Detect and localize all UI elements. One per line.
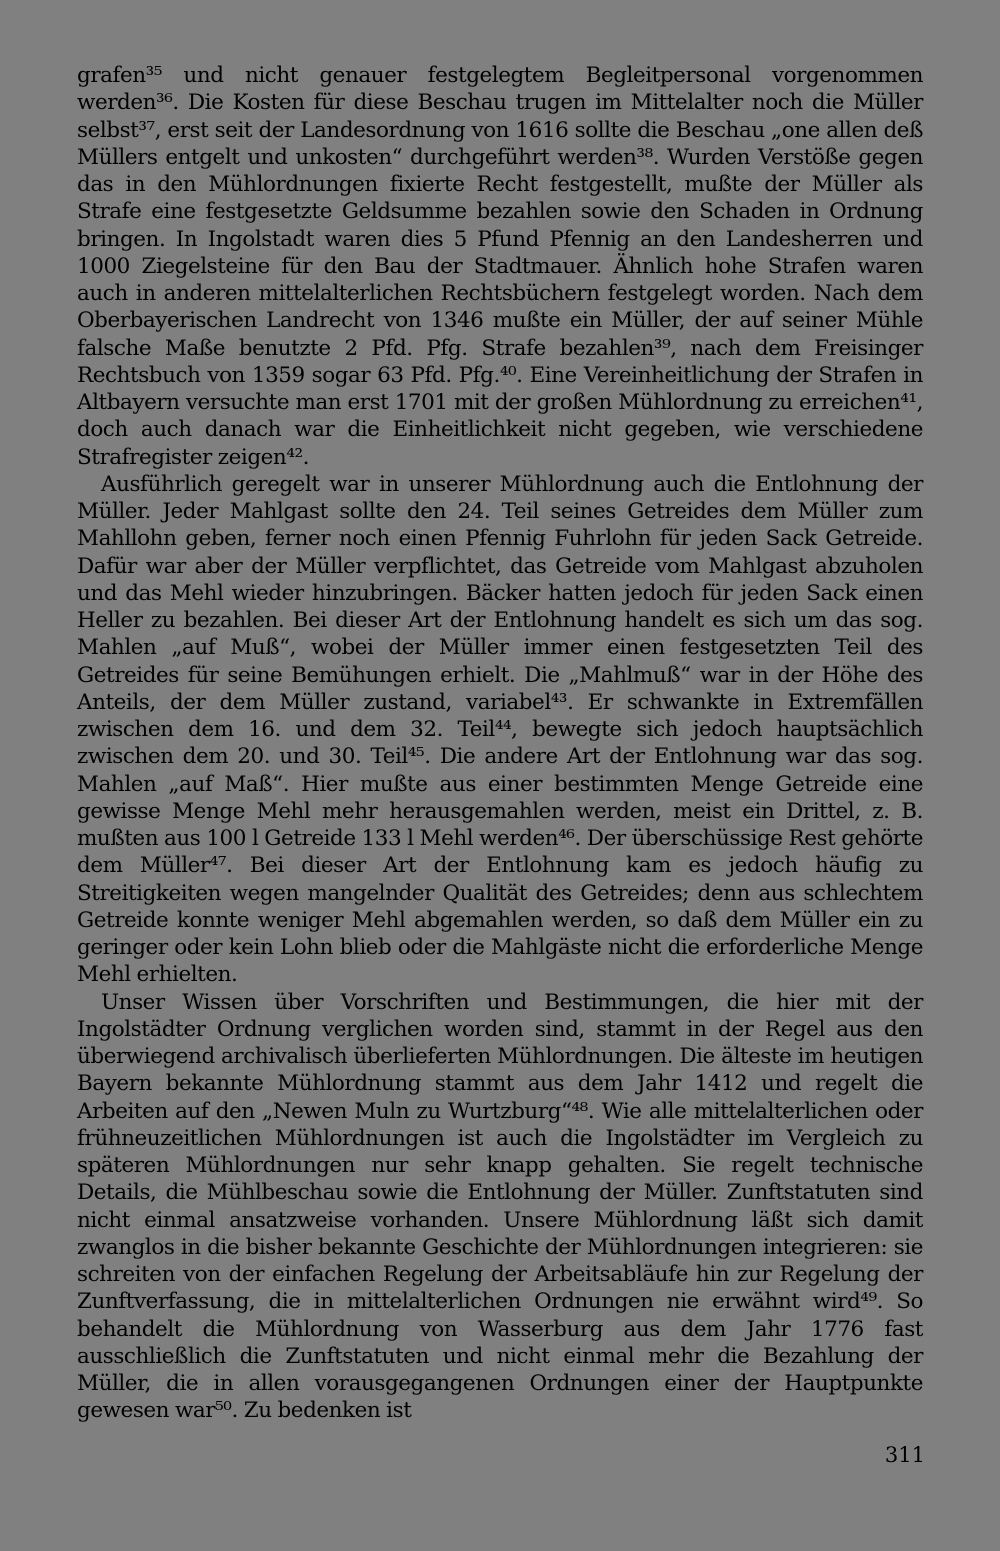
page-number: 311 — [884, 1443, 925, 1467]
paragraph-1: grafen³⁵ und nicht genauer festgelegtem Begleitpersonal vorgenommen werden³⁶. Die Kosten für diese Beschau trugen im Mittelalter noch die Müller selbst³⁷, erst seit der Landesordnung von 1616 sollte die Beschau „one allen deß Müllers entgelt und unkosten“ durchgeführt werden³⁸. Wurden Verstöße gegen das in den Mühlordnungen fixierte Recht festgestellt, mußte der Müller als Strafe eine festgesetzte Geldsumme bezahlen sowie den Schaden in Ordnung bringen. In Ingolstadt waren dies 5 Pfund Pfennig an den Landesherren und 1000 Ziegelsteine für den Bau der Stadtmauer. Ähnlich hohe Strafen waren auch in anderen mittelalterlichen Rechtsbüchern festgelegt worden. Nach dem Oberbayerischen Landrecht von 1346 mußte ein Müller, der auf seiner Mühle falsche Maße benutzte 2 Pfd. Pfg. Strafe bezahlen³⁹, nach dem Freisinger Rechtsbuch von 1359 sogar 63 Pfd. Pfg.⁴⁰. Eine Vereinheitlichung der Strafen in Altbayern versuchte man erst 1701 mit der großen Mühlordnung zu erreichen⁴¹, doch auch danach war die Einheitlichkeit nicht gegeben, wie verschiedene Strafregister zeigen⁴². — [77, 63, 923, 470]
paragraph-2: Ausführlich geregelt war in unserer Mühlordnung auch die Entlohnung der Müller. Jeder Mahlgast sollte den 24. Teil seines Getreides dem Müller zum Mahllohn geben, ferner noch einen Pfennig Fuhrlohn für jeden Sack Getreide. Dafür war aber der Müller verpflichtet, das Getreide vom Mahlgast abzuholen und das Mehl wieder hinzubringen. Bäcker hatten jedoch für jeden Sack einen Heller zu bezahlen. Bei dieser Art der Entlohnung handelt es sich um das sog. Mahlen „auf Muß“, wobei der Müller immer einen festgesetzten Teil des Getreides für seine Bemühungen erhielt. Die „Mahlmuß“ war in der Höhe des Anteils, der dem Müller zustand, variabel⁴³. Er schwankte in Extremfällen zwischen dem 16. und dem 32. Teil⁴⁴, bewegte sich jedoch hauptsächlich zwischen dem 20. und 30. Teil⁴⁵. Die andere Art der Entlohnung war das sog. Mahlen „auf Maß“. Hier mußte aus einer bestimmten Menge Getreide eine gewisse Menge Mehl mehr herausgemahlen werden, meist ein Drittel, z. B. mußten aus 100 l Getreide 133 l Mehl werden⁴⁶. Der überschüssige Rest gehörte dem Müller⁴⁷. Bei dieser Art der Entlohnung kam es jedoch häufig zu Streitigkeiten wegen mangelnder Qualität des Getreides; denn aus schlechtem Getreide konnte weniger Mehl abgemahlen werden, so daß dem Müller ein zu geringer oder kein Lohn blieb oder die Mahlgäste nicht die erforderliche Menge Mehl erhielten. — [77, 471, 923, 988]
paragraph-3: Unser Wissen über Vorschriften und Bestimmungen, die hier mit der Ingolstädter Ordnung verglichen worden sind, stammt in der Regel aus den überwiegend archivalisch überlieferten Mühlordnungen. Die älteste im heutigen Bayern bekannte Mühlordnung stammt aus dem Jahr 1412 und regelt die Arbeiten auf den „Newen Muln zu Wurtzburg“⁴⁸. Wie alle mittelalterlichen oder frühneuzeitlichen Mühlordnungen ist auch die Ingolstädter im Vergleich zu späteren Mühlordnungen nur sehr knapp gehalten. Sie regelt technische Details, die Mühlbeschau sowie die Entlohnung der Müller. Zunftstatuten sind nicht einmal ansatzweise vorhanden. Unsere Mühlordnung läßt sich damit zwanglos in die bisher bekannte Geschichte der Mühlordnungen integrieren: sie schreiten von der einfachen Regelung der Arbeitsabläufe hin zur Regelung der Zunftverfassung, die in mittelalterlichen Ordnungen nie erwähnt wird⁴⁹. So behandelt die Mühlordnung von Wasserburg aus dem Jahr 1776 fast ausschließlich die Zunftstatuten und nicht einmal mehr die Bezahlung der Müller, die in allen vorausgegangenen Ordnungen einer der Hauptpunkte gewesen war⁵⁰. Zu bedenken ist — [77, 989, 923, 1424]
page-body — [77, 62, 923, 1425]
